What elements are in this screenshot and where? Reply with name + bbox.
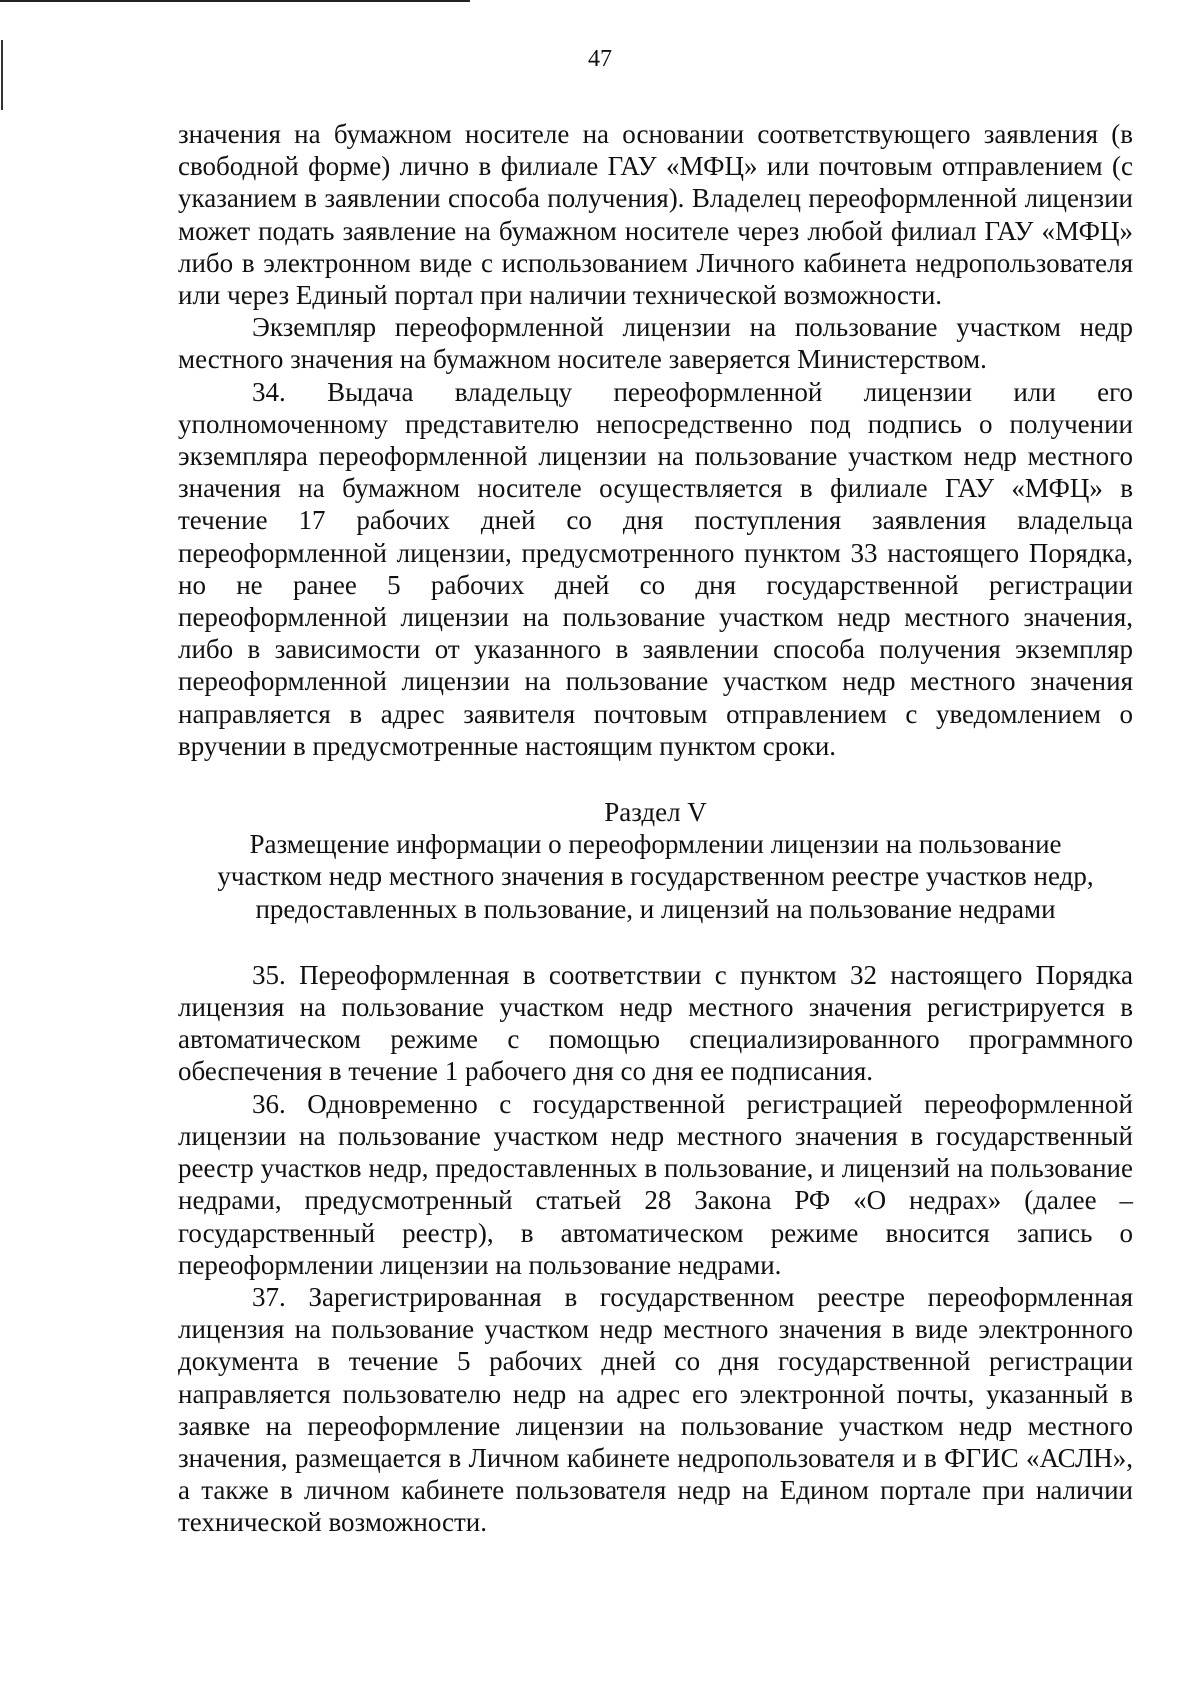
document-body [178, 118, 1133, 1539]
page-number: 47 [588, 46, 612, 72]
section-heading [178, 796, 1133, 925]
paragraph-continuation: значения на бумажном носителе на основании соответствующего заявления (в свободной форме) лично в филиале ГАУ «МФЦ» или почтовым отправлением (с указанием в заявлении способа получения). Владелец переоформленной лицензии может подать заявление на бумажном носителе через любой филиал ГАУ «МФЦ» либо в электронном виде с использованием Личного кабинета недропользователя или через Единый портал при наличии технической возможности. [178, 119, 1133, 311]
paragraph-item-36: 36. Одновременно с государственной регистрацией переоформленной лицензии на пользование участком недр местного значения в государственный реестр участков недр, предоставленных в пользование, и лицензий на пользование недрами, предусмотренный статьей 28 Закона РФ «О недрах» (далее – государственный реестр), в автоматическом режиме вносится запись о переоформлении лицензии на пользование недрами. [178, 1088, 1133, 1280]
section-title-line: участком недр местного значения в государственном реестре участков недр, [217, 861, 1094, 892]
paragraph-item-34: 34. Выдача владельцу переоформленной лицензии или его уполномоченному представителю непосредственно под подпись о получении экземпляра переоформленной лицензии на пользование участком недр местного значения на бумажном носителе осуществляется в филиале ГАУ «МФЦ» в течение 17 рабочих дней со дня поступления заявления владельца переоформленной лицензии, предусмотренного пунктом 33 настоящего Порядка, но не ранее 5 рабочих дней со дня государственной регистрации переоформленной лицензии на пользование участком недр местного значения, либо в зависимости от указанного в заявлении способа получения экземпляр переоформленной лицензии на пользование участком недр местного значения направляется в адрес заявителя почтовым отправлением с уведомлением о вручении в предусмотренные настоящим пунктом сроки. [178, 376, 1133, 761]
paragraph-item-37: 37. Зарегистрированная в государственном реестре переоформленная лицензия на пользование участком недр местного значения в виде электронного документа в течение 5 рабочих дней со дня государственной регистрации направляется пользователю недр на адрес его электронной почты, указанный в заявке на переоформление лицензии на пользование участком недр местного значения, размещается в Личном кабинете недропользователя и в ФГИС «АСЛН», а также в личном кабинете пользователя недр на Едином портале при наличии технической возможности. [178, 1281, 1133, 1538]
scan-edge-top [0, 0, 470, 2]
section-title-line: Размещение информации о переоформлении лицензии на пользование [249, 829, 1062, 860]
paragraph-item-35: 35. Переоформленная в соответствии с пунктом 32 настоящего Порядка лицензия на пользование участком недр местного значения регистрируется в автоматическом режиме с помощью специализированного программного обеспечения в течение 1 рабочего дня со дня ее подписания. [178, 959, 1133, 1087]
section-label: Раздел V [604, 797, 707, 828]
section-title-line: предоставленных в пользование, и лицензий на пользование недрами [255, 893, 1056, 924]
paragraph: Экземпляр переоформленной лицензии на пользование участком недр местного значения на бумажном носителе заверяется Министерством. [178, 312, 1133, 375]
